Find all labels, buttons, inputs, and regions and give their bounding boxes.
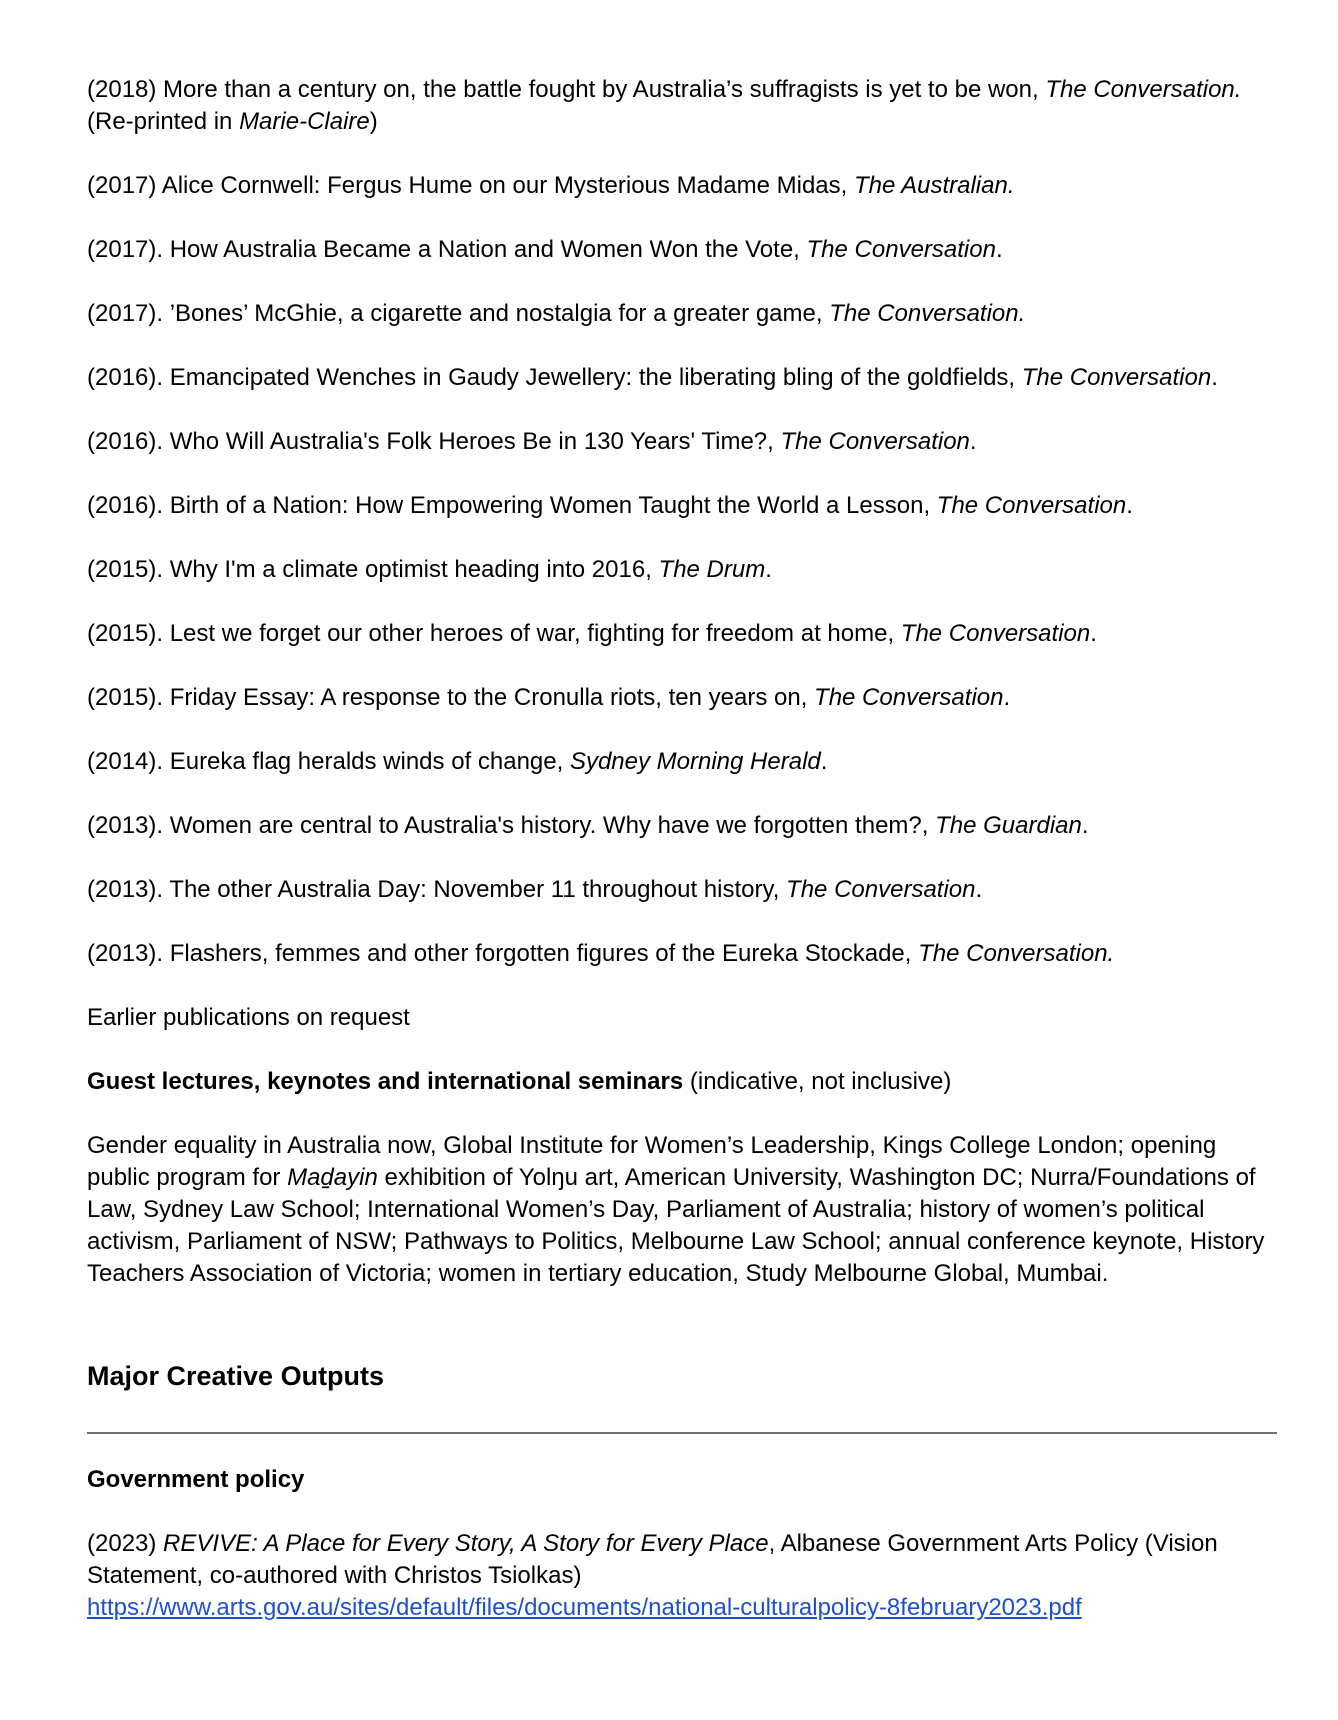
publication-end: .	[765, 556, 772, 583]
publication-venue: Sydney Morning Herald	[569, 748, 821, 775]
publication-text: (2015). Why I'm a climate optimist heading into 2016,	[87, 556, 659, 583]
publication-venue: The Conversation	[780, 428, 970, 455]
lectures-heading-line	[87, 1066, 1277, 1098]
publication-end: .	[1126, 492, 1133, 519]
publication-text: (2017). ’Bones’ McGhie, a cigarette and nostalgia for a greater game,	[87, 300, 830, 327]
policy-link[interactable]: https://www.arts.gov.au/sites/default/files/documents/national-culturalpolicy-8february2023.pdf	[87, 1594, 1082, 1621]
publication-text: (2013). The other Australia Day: November 11 throughout history,	[87, 876, 787, 903]
publication-venue: The Conversation	[1021, 364, 1212, 391]
lectures-exhibition-title: Maḏayin	[287, 1164, 378, 1191]
publication-text: (2018) More than a century on, the battle fought by Australia’s suffragists is yet to be won,	[87, 76, 1046, 103]
publication-entry	[87, 234, 1277, 266]
publication-end: .	[1003, 684, 1011, 711]
publication-text: (2015). Friday Essay: A response to the Cronulla riots, ten years on,	[87, 684, 815, 711]
reprint-close: )	[369, 108, 378, 135]
publication-venue: The Drum	[658, 556, 766, 583]
publication-entry	[87, 874, 1277, 906]
publication-venue: The Conversation	[900, 620, 1091, 647]
publication-entry	[87, 682, 1277, 714]
policy-title: REVIVE: A Place for Every Story, A Story for Every Place	[163, 1530, 769, 1557]
publication-entry	[87, 298, 1277, 330]
lectures-paragraph	[87, 1130, 1277, 1290]
publication-end: .	[975, 876, 983, 903]
reprint-venue: Marie-Claire	[239, 108, 370, 135]
publication-venue: The Australian.	[853, 172, 1015, 199]
publication-venue: The Conversation.	[829, 300, 1026, 327]
policy-description: , Albanese Government Arts Policy (Vision Statement, co-authored with Christos Tsiolkas)	[87, 1530, 1218, 1589]
publication-entry	[87, 362, 1277, 394]
publications-section	[87, 74, 1277, 1290]
publication-end: .	[1090, 620, 1097, 647]
publication-end: .	[995, 236, 1003, 263]
publication-venue: The Guardian	[935, 812, 1082, 839]
lectures-heading: Guest lectures, keynotes and international seminars	[87, 1068, 684, 1095]
publication-text: (2017). How Australia Became a Nation and Women Won the Vote,	[87, 236, 807, 263]
section-divider	[87, 1432, 1277, 1434]
publication-entry	[87, 618, 1277, 650]
earlier-publications-note: Earlier publications on request	[87, 1004, 410, 1031]
publication-end: .	[969, 428, 977, 455]
major-creative-outputs-heading: Major Creative Outputs	[87, 1361, 385, 1391]
publication-entry	[87, 490, 1277, 522]
publication-venue: The Conversation.	[918, 940, 1115, 967]
publication-text: (2014). Eureka flag heralds winds of change,	[87, 748, 570, 775]
publication-end: .	[1081, 812, 1089, 839]
government-policy-heading: Government policy	[87, 1466, 305, 1493]
publication-end: .	[820, 748, 828, 775]
publication-entry	[87, 938, 1277, 970]
publication-venue: The Conversation	[786, 876, 976, 903]
policy-year: (2023)	[87, 1530, 164, 1557]
publication-entry	[87, 426, 1277, 458]
publication-entry	[87, 810, 1277, 842]
policy-entry	[87, 1528, 1277, 1624]
publication-venue: The Conversation	[806, 236, 996, 263]
government-policy-section	[87, 1464, 1277, 1624]
lectures-qualifier: (indicative, not inclusive)	[683, 1068, 952, 1095]
publication-text: (2016). Emancipated Wenches in Gaudy Jewellery: the liberating bling of the goldfields,	[87, 364, 1022, 391]
publication-entry	[87, 74, 1277, 138]
publication-venue: The Conversation.	[1045, 76, 1242, 103]
reprint-text: (Re-printed in	[87, 108, 240, 135]
publication-entry	[87, 554, 1277, 586]
publication-text: (2016). Who Will Australia's Folk Heroes Be in 130 Years' Time?,	[87, 428, 781, 455]
lectures-text-continued: exhibition of Yolŋu art, American University, Washington DC; Nurra/Foundations of Law, Sydney Law School; International Women’s Day, Parliament of Australia; history of women’s political activism, Parliament of NSW; Pathways to Politics, Melbourne Law School; annual conference keynote, History Teachers Association of Victoria; women in tertiary education, Study Melbourne Global, Mumbai.	[87, 1164, 1265, 1287]
publication-venue: The Conversation	[936, 492, 1127, 519]
publication-end: .	[1211, 364, 1218, 391]
publication-entry	[87, 170, 1277, 202]
publication-text: (2013). Women are central to Australia's history. Why have we forgotten them?,	[87, 812, 936, 839]
publication-venue: The Conversation	[814, 684, 1004, 711]
lectures-text: Gender equality in Australia now, Global Institute for Women’s Leadership, Kings College London; opening public program for	[87, 1132, 1217, 1191]
publication-text: (2017) Alice Cornwell: Fergus Hume on our Mysterious Madame Midas,	[87, 172, 854, 199]
publication-entry	[87, 746, 1277, 778]
publication-text: (2015). Lest we forget our other heroes of war, fighting for freedom at home,	[87, 620, 901, 647]
publication-text: (2016). Birth of a Nation: How Empowering Women Taught the World a Lesson,	[87, 492, 937, 519]
publication-text: (2013). Flashers, femmes and other forgotten figures of the Eureka Stockade,	[87, 940, 919, 967]
